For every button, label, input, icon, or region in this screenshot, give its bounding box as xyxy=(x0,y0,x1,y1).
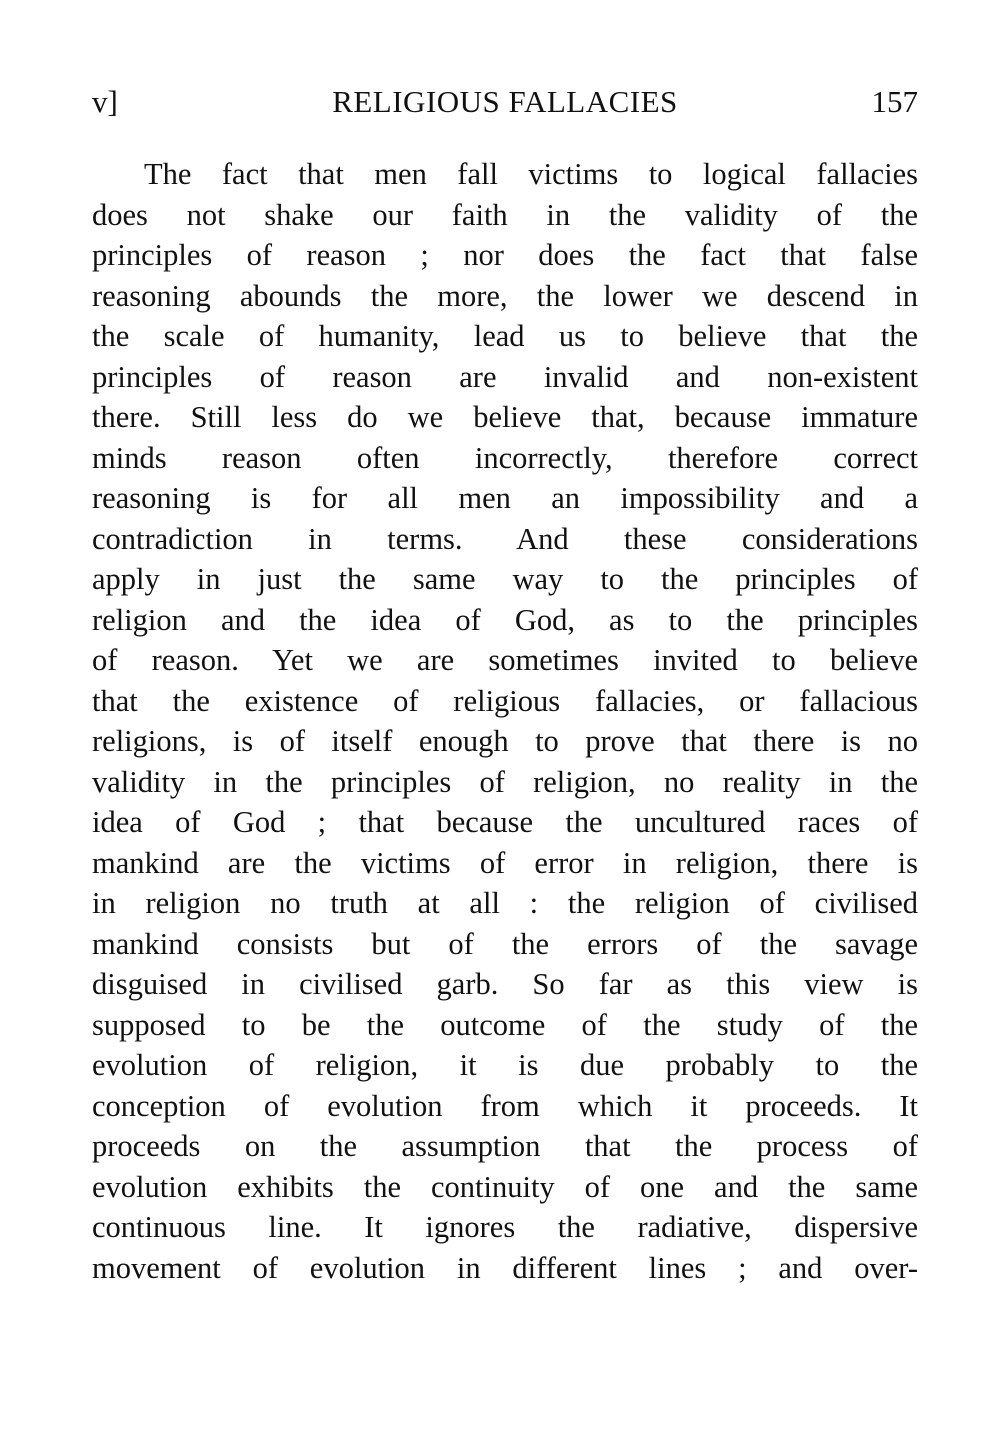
running-head xyxy=(92,80,918,124)
text-line: mankind are the victims of error in religion, there is xyxy=(92,845,918,880)
text-line: proceeds on the assumption that the process of xyxy=(92,1129,918,1163)
text-line: disguised in civilised garb. So far as this view is xyxy=(92,967,918,1001)
text-line: apply in just the same way to the principles of xyxy=(92,562,918,596)
text-line: the scale of humanity, lead us to believe that the xyxy=(92,319,918,353)
text-line: principles of reason are invalid and non-existent xyxy=(92,359,918,394)
text-line: there. Still less do we believe that, because immature xyxy=(92,400,918,434)
text-line: validity in the principles of religion, no reality in the xyxy=(92,764,918,799)
text-line: of reason. Yet we are sometimes invited to believe xyxy=(92,643,918,677)
body-paragraph xyxy=(92,154,918,1288)
text-line: conception of evolution from which it proceeds. It xyxy=(92,1088,918,1123)
text-line: The fact that men fall victims to logical fallacies xyxy=(144,157,918,191)
text-line: religion and the idea of God, as to the principles xyxy=(92,602,918,637)
text-line: that the existence of religious fallacies, or fallacious xyxy=(92,683,918,718)
text-line: principles of reason ; nor does the fact that false xyxy=(92,238,918,272)
text-line: in religion no truth at all : the religion of civilised xyxy=(92,886,918,920)
text-line: movement of evolution in different lines ; and over- xyxy=(92,1250,918,1285)
text-line: does not shake our faith in the validity of the xyxy=(92,197,918,232)
running-title: RELIGIOUS FALLACIES xyxy=(332,84,678,119)
chapter-mark: v] xyxy=(92,84,118,119)
text-line: reasoning abounds the more, the lower we descend in xyxy=(92,278,918,313)
text-line: contradiction in terms. And these considerations xyxy=(92,521,918,556)
text-line: idea of God ; that because the uncultured races of xyxy=(92,805,918,839)
text-line: minds reason often incorrectly, therefore correct xyxy=(92,440,918,475)
text-line: supposed to be the outcome of the study of the xyxy=(92,1007,918,1042)
text-line: reasoning is for all men an impossibility and a xyxy=(92,481,918,515)
text-line: evolution exhibits the continuity of one and the same xyxy=(92,1169,918,1204)
text-line: religions, is of itself enough to prove that there is no xyxy=(92,724,918,758)
text-line: mankind consists but of the errors of the savage xyxy=(92,926,918,961)
text-line: evolution of religion, it is due probably to the xyxy=(92,1048,918,1082)
page-number: 157 xyxy=(871,84,918,119)
text-line: continuous line. It ignores the radiative, dispersive xyxy=(92,1210,918,1244)
